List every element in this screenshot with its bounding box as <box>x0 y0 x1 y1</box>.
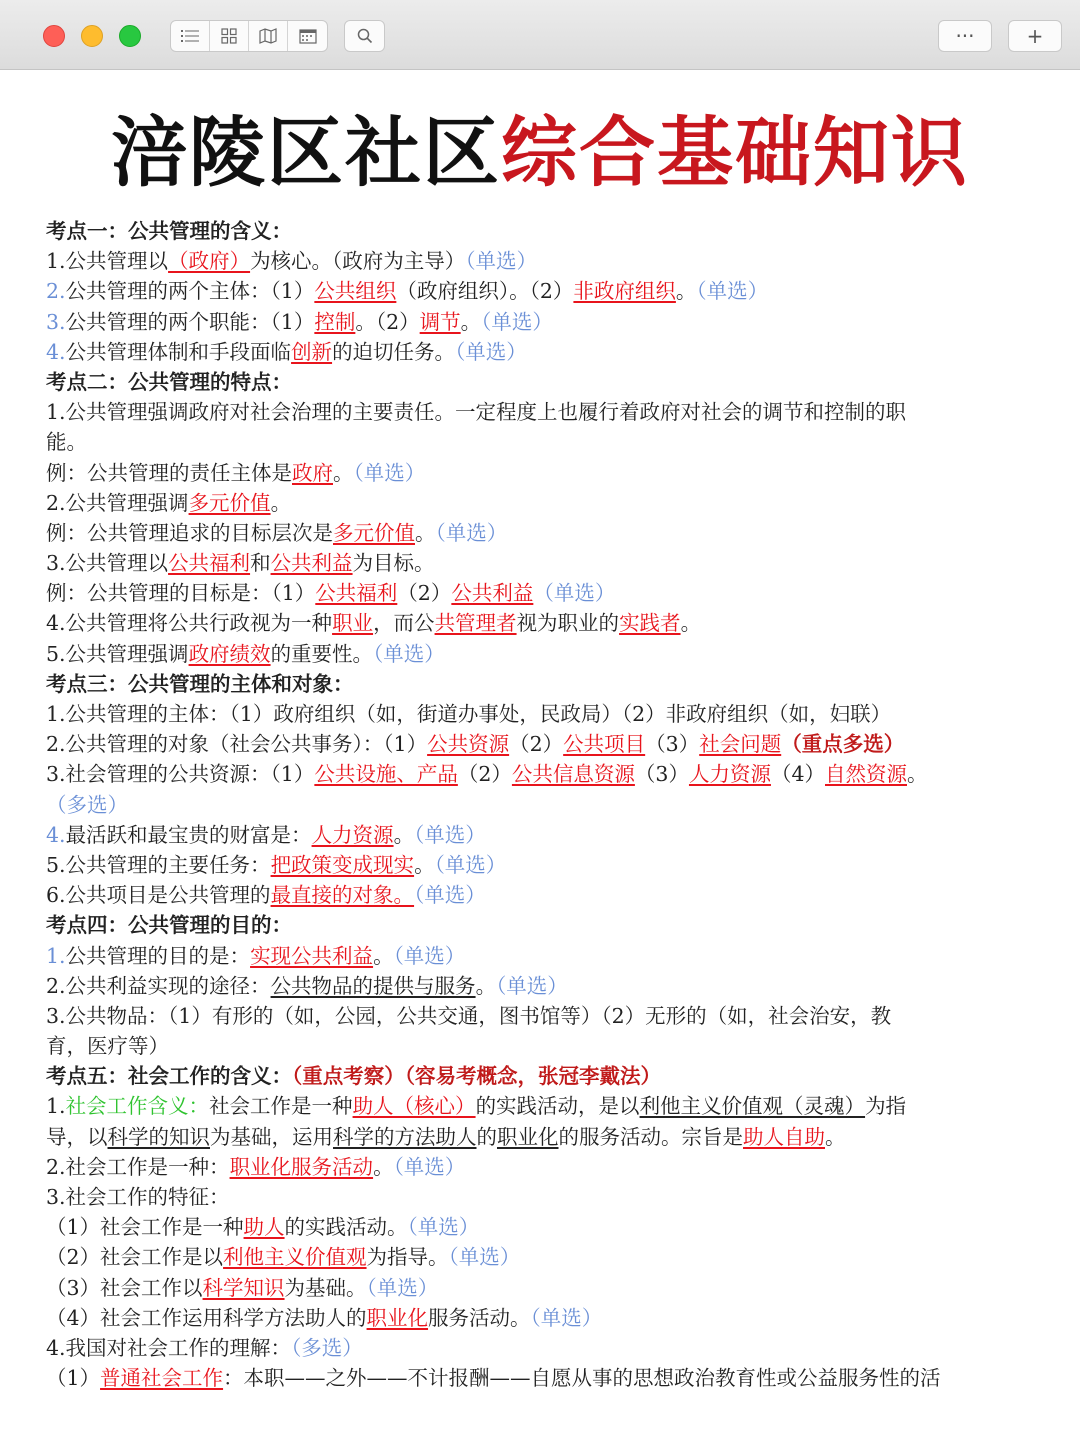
answer-highlight: 科学知识 <box>202 1275 285 1300</box>
search-group <box>344 20 385 52</box>
text-segment: （2） <box>397 581 452 606</box>
text-segment: （重点考察）（容易考概念，张冠李戴法） <box>292 1064 661 1089</box>
answer-highlight: 政府绩效 <box>188 641 271 666</box>
question-type-tag: 1. <box>46 943 66 968</box>
document-body <box>46 216 1061 1393</box>
answer-highlight: 助人 <box>243 1215 285 1240</box>
answer-highlight: 公共资源 <box>427 732 510 757</box>
text-segment: （4）社会工作运用科学方法助人的 <box>46 1305 367 1330</box>
text-segment: 能。 <box>46 430 87 455</box>
question-type-tag: （单选） <box>407 1215 480 1240</box>
text-segment: 。（2） <box>355 309 420 334</box>
text-segment: 的迫切任务。 <box>332 339 456 364</box>
text-segment: 。 <box>414 852 435 877</box>
text-segment: （重点多选） <box>781 732 905 757</box>
question-type-tag: （单选） <box>465 249 538 274</box>
question-type-tag: （多选） <box>291 1335 363 1360</box>
text-segment: 公共管理的两个主体：（1） <box>65 279 315 304</box>
text-segment: 的 <box>476 1124 497 1149</box>
text-segment: 科学的方法助人 <box>333 1124 477 1149</box>
question-type-tag: （单选） <box>696 279 769 304</box>
text-line <box>46 1031 1061 1061</box>
text-segment: 社会工作是一种 <box>209 1094 353 1119</box>
text-segment: 1.公共管理的主体：（1）政府组织（如，街道办事处，民政局）（2）非政府组织（如，妇联） <box>46 702 892 726</box>
text-line <box>46 820 1061 850</box>
question-type-tag: （单选） <box>366 1275 439 1300</box>
text-line <box>46 729 1061 759</box>
text-segment: 。 <box>825 1124 846 1149</box>
text-segment: （3） <box>634 762 689 787</box>
text-line <box>46 699 1061 729</box>
answer-highlight: 多元价值 <box>188 490 271 515</box>
text-line <box>46 1152 1061 1182</box>
text-line <box>46 639 1061 669</box>
answer-highlight: 调节 <box>419 309 461 334</box>
text-segment: 考点二：公共管理的特点： <box>46 369 292 394</box>
text-segment: 考点四：公共管理的目的： <box>46 913 292 938</box>
text-line <box>46 337 1061 367</box>
question-type-tag: （单选） <box>481 309 553 334</box>
answer-highlight: 职业化 <box>366 1305 429 1330</box>
text-segment: （3）社会工作以 <box>46 1275 203 1300</box>
text-segment: （2） <box>509 732 564 757</box>
question-type-tag: （多选） <box>46 792 128 817</box>
text-segment: （4） <box>770 762 825 787</box>
question-type-tag: 4. <box>46 822 66 847</box>
grid-icon <box>221 28 237 44</box>
search-button[interactable] <box>345 21 384 51</box>
question-type-tag: （单选） <box>393 1154 466 1179</box>
question-type-tag: （单选） <box>434 852 507 877</box>
question-type-tag: （单选） <box>414 822 486 847</box>
text-line <box>46 1001 1061 1031</box>
question-type-tag: （单选） <box>533 581 616 606</box>
text-line <box>46 276 1061 306</box>
text-line <box>46 1122 1061 1152</box>
question-type-tag: （单选） <box>455 339 527 364</box>
section-heading <box>46 1061 1061 1091</box>
question-type-tag: 2. <box>46 279 66 304</box>
text-segment: 5.公共管理强调 <box>46 641 189 666</box>
text-line <box>46 458 1061 488</box>
title-part-2: 综合基础知识 <box>501 108 969 197</box>
text-segment: （1） <box>46 1366 101 1391</box>
text-segment: 。 <box>460 309 482 334</box>
text-segment: （政府组织）。（2） <box>396 279 574 304</box>
answer-highlight: 共管理者 <box>434 611 517 636</box>
text-segment: 4.我国对社会工作的理解： <box>46 1335 292 1360</box>
question-type-tag: （单选） <box>530 1305 603 1330</box>
text-segment: ，而公 <box>373 611 435 636</box>
text-line <box>46 790 1061 820</box>
text-line <box>46 246 1061 276</box>
section-heading <box>46 367 1061 397</box>
text-segment: 公共管理的两个职能：（1） <box>65 309 315 334</box>
answer-highlight: 自然资源 <box>825 762 907 787</box>
answer-highlight: 职业 <box>332 611 374 636</box>
list-view-button[interactable] <box>171 21 210 51</box>
text-segment: 考点五：社会工作的含义： <box>46 1064 292 1089</box>
list-icon <box>181 29 199 43</box>
map-icon <box>259 28 277 44</box>
more-button[interactable]: ··· <box>938 20 992 52</box>
answer-highlight: 公共利益 <box>451 581 534 606</box>
text-segment: 最活跃和最宝贵的财富是： <box>65 822 312 847</box>
answer-highlight: 多元价值 <box>333 520 415 545</box>
answer-highlight: 公共项目 <box>563 732 646 757</box>
answer-highlight: 公共福利 <box>315 581 398 606</box>
text-segment: 5.公共管理的主要任务： <box>46 852 271 877</box>
map-view-button[interactable] <box>249 21 288 51</box>
answer-highlight: 公共组织 <box>314 279 397 304</box>
text-line <box>46 941 1061 971</box>
text-segment: 为指导。 <box>366 1245 449 1270</box>
text-segment: 。 <box>675 279 697 304</box>
text-segment: 。 <box>907 762 928 787</box>
answer-highlight: 政府 <box>292 460 333 485</box>
text-segment: 2.公共管理的对象（社会公共事务）：（1） <box>46 732 428 757</box>
text-segment: 的实践活动，是以 <box>475 1094 640 1119</box>
text-line <box>46 759 1061 789</box>
text-segment: 为核心。（政府为主导） <box>250 249 466 274</box>
text-line <box>46 307 1061 337</box>
answer-highlight: 创新 <box>291 339 333 364</box>
text-segment: 导，以 <box>46 1124 108 1149</box>
answer-highlight: 人力资源 <box>688 762 771 787</box>
text-segment: 。 <box>270 490 292 515</box>
text-line <box>46 608 1061 638</box>
text-segment: 。 <box>680 611 702 636</box>
text-segment: 3.社会管理的公共资源：（1） <box>46 762 315 787</box>
text-line <box>46 1333 1061 1363</box>
text-line <box>46 1273 1061 1303</box>
answer-highlight: 实践者 <box>619 611 681 636</box>
text-segment: （3） <box>645 732 700 757</box>
text-segment: 。 <box>415 520 436 545</box>
question-type-tag: （单选） <box>414 883 486 908</box>
text-segment: 4.公共管理将公共行政视为一种 <box>46 611 333 636</box>
view-mode-group <box>170 20 328 52</box>
text-segment: 6.公共项目是公共管理的 <box>46 883 271 908</box>
text-segment: ：本职——之外——不计报酬——自愿从事的思想政治教育性或公益服务性的活 <box>223 1366 941 1391</box>
text-segment: 为基础。 <box>284 1275 367 1300</box>
text-segment: 和 <box>250 551 271 576</box>
grid-view-button[interactable] <box>210 21 249 51</box>
text-segment: 育，医疗等） <box>46 1034 169 1059</box>
zoom-window-button[interactable] <box>119 25 141 47</box>
text-segment: 。 <box>333 460 354 485</box>
text-segment: 职业化 <box>497 1124 559 1149</box>
window-titlebar <box>0 0 1080 70</box>
text-segment: 利他主义价值观（灵魂） <box>639 1094 866 1119</box>
answer-highlight: 实现公共利益 <box>250 943 374 968</box>
question-type-tag: 4. <box>46 339 66 364</box>
text-segment: （2） <box>457 762 512 787</box>
answer-highlight: 职业化服务活动 <box>229 1154 374 1179</box>
text-segment: 为指 <box>865 1094 907 1119</box>
text-segment: 3.社会工作的特征： <box>46 1185 230 1209</box>
text-segment: 为目标。 <box>352 551 435 576</box>
text-segment: 例：公共管理的目标是：（1） <box>46 581 316 606</box>
text-segment: 2.公共利益实现的途径： <box>46 973 271 998</box>
search-icon <box>357 28 373 44</box>
answer-highlight: 非政府组织 <box>573 279 676 304</box>
text-segment: 公共物品的提供与服务 <box>270 973 476 998</box>
section-heading <box>46 910 1061 940</box>
text-line <box>46 850 1061 880</box>
answer-highlight: 公共福利 <box>168 551 251 576</box>
add-button[interactable]: + <box>1008 20 1062 52</box>
answer-highlight: 普通社会工作 <box>100 1366 224 1391</box>
text-segment: 。 <box>475 973 497 998</box>
question-type-tag: 3. <box>46 309 66 334</box>
text-segment: 1.公共管理以 <box>46 249 169 274</box>
text-segment: 3.公共物品：（1）有形的（如，公园，公共交通，图书馆等）（2）无形的（如，社会治安，教 <box>46 1003 892 1028</box>
text-segment: 的服务活动。宗旨是 <box>558 1124 743 1149</box>
answer-highlight: 公共设施、产品 <box>314 762 458 787</box>
answer-highlight: 助人自助 <box>743 1124 825 1149</box>
text-segment: 科学的知识 <box>107 1124 210 1149</box>
text-line <box>46 578 1061 608</box>
answer-highlight: 利他主义价值观 <box>223 1245 367 1270</box>
text-line <box>46 880 1061 910</box>
text-line <box>46 1212 1061 1242</box>
text-line <box>46 1091 1061 1121</box>
text-line <box>46 548 1061 578</box>
text-line <box>46 488 1061 518</box>
question-type-tag: （单选） <box>448 1245 521 1270</box>
text-line <box>46 971 1061 1001</box>
answer-highlight: 公共利益 <box>270 551 353 576</box>
text-line <box>46 1242 1061 1272</box>
answer-highlight: （政府） <box>168 249 251 274</box>
answer-highlight: 人力资源 <box>311 822 394 847</box>
section-heading <box>46 669 1061 699</box>
text-line <box>46 518 1061 548</box>
text-segment: 视为职业的 <box>516 611 620 636</box>
section-heading <box>46 216 1061 246</box>
answer-highlight: 控制 <box>314 309 356 334</box>
question-type-tag: （单选） <box>435 520 508 545</box>
text-segment: 1. <box>46 1094 66 1119</box>
answer-highlight: 最直接的对象。 <box>270 883 415 908</box>
question-type-tag: （单选） <box>393 943 466 968</box>
page-title <box>0 108 1080 198</box>
question-type-tag: （单选） <box>496 973 568 998</box>
answer-highlight: 公共信息资源 <box>511 762 635 787</box>
text-segment: 社会工作含义： <box>65 1094 210 1119</box>
question-type-tag: （单选） <box>353 460 426 485</box>
text-segment: 。 <box>373 943 394 968</box>
answer-highlight: 社会问题 <box>699 732 782 757</box>
text-segment: 3.公共管理以 <box>46 551 169 576</box>
text-segment: 。 <box>393 822 415 847</box>
calendar-view-button[interactable] <box>288 21 327 51</box>
text-segment: 公共管理的目的是： <box>65 943 251 968</box>
text-line <box>46 1182 1061 1212</box>
text-line <box>46 427 1061 457</box>
text-segment: 公共管理体制和手段面临 <box>65 339 292 364</box>
text-segment: 例：公共管理的责任主体是 <box>46 460 292 485</box>
text-segment: 的实践活动。 <box>284 1215 408 1240</box>
title-part-1: 涪陵区社区 <box>111 108 501 197</box>
text-segment: 例：公共管理追求的目标层次是 <box>46 520 333 545</box>
text-segment: 。 <box>373 1154 394 1179</box>
text-segment: （2）社会工作是以 <box>46 1245 224 1270</box>
question-type-tag: （单选） <box>373 641 445 666</box>
text-segment: （1）社会工作是一种 <box>46 1215 244 1240</box>
minimize-window-button[interactable] <box>81 25 103 47</box>
text-line <box>46 1363 1061 1393</box>
text-line <box>46 397 1061 427</box>
answer-highlight: 把政策变成现实 <box>270 852 415 877</box>
text-line <box>46 1303 1061 1333</box>
close-window-button[interactable] <box>43 25 65 47</box>
text-segment: 考点一：公共管理的含义： <box>46 219 292 243</box>
text-segment: 2.公共管理强调 <box>46 490 189 515</box>
calendar-icon <box>299 28 317 44</box>
text-segment: 的重要性。 <box>270 641 374 666</box>
text-segment: 服务活动。 <box>428 1305 531 1330</box>
answer-highlight: 助人（核心） <box>352 1094 476 1119</box>
text-segment: 考点三：公共管理的主体和对象： <box>46 671 354 696</box>
text-segment: 2.社会工作是一种： <box>46 1154 230 1179</box>
text-segment: 为基础，运用 <box>210 1124 333 1149</box>
text-segment: 1.公共管理强调政府对社会治理的主要责任。一定程度上也履行着政府对社会的调节和控制的职 <box>46 400 907 425</box>
